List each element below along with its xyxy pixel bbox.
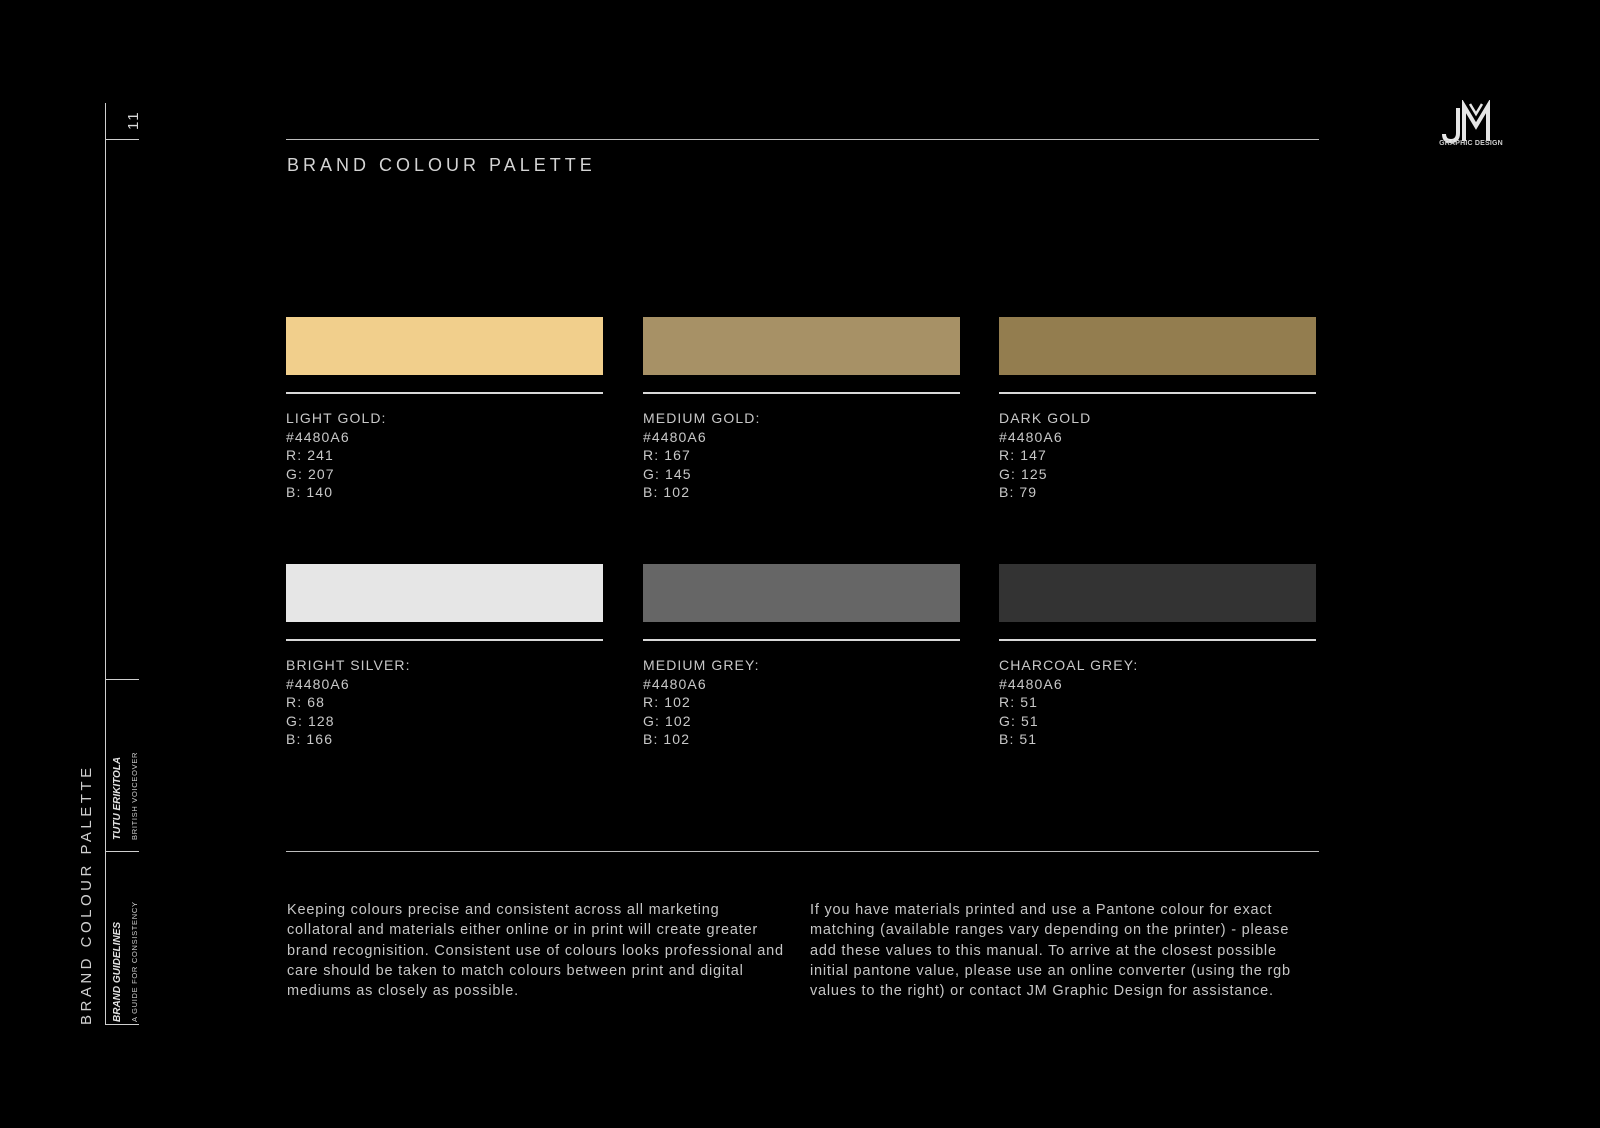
color-green: G: 145 [643, 465, 692, 482]
color-swatch [286, 564, 603, 622]
intro-paragraph-right: If you have materials printed and use a Pantone colour for exact matching (available ranges vary depending on the printer) - please add these values to this manual. To arrive at the closest possible initial pantone value, please use an online converter (using the rgb values to the right) or contact JM Graphic Design for assistance. [810, 902, 1291, 1000]
side-rail-tick-top [105, 139, 139, 140]
color-green: G: 125 [999, 465, 1048, 482]
color-hex: #4480A6 [286, 675, 350, 692]
color-hex: #4480A6 [286, 428, 350, 445]
color-card-dark-gold [999, 317, 1316, 502]
color-swatch [999, 317, 1316, 375]
swatch-underline [286, 639, 603, 641]
guide-subtitle: A GUIDE FOR CONSISTENCY [130, 901, 139, 1022]
color-card-medium-gold [643, 317, 960, 502]
body-rule [286, 851, 1319, 852]
color-hex: #4480A6 [643, 428, 707, 445]
color-green: G: 51 [999, 712, 1039, 729]
client-role: BRITISH VOICEOVER [130, 751, 139, 840]
color-name: BRIGHT SILVER: [286, 657, 411, 673]
side-section-title: BRAND COLOUR PALETTE [78, 764, 95, 1025]
side-rail-line [105, 103, 106, 1024]
color-hex: #4480A6 [643, 675, 707, 692]
color-blue: B: 140 [286, 484, 334, 500]
color-red: R: 68 [286, 694, 325, 710]
color-swatch [286, 317, 603, 375]
swatch-underline [643, 639, 960, 641]
color-red: R: 102 [643, 694, 691, 710]
color-swatch [643, 564, 960, 622]
color-hex: #4480A6 [999, 675, 1063, 692]
color-blue: B: 51 [999, 731, 1038, 747]
color-name: DARK GOLD [999, 410, 1092, 426]
color-swatch [643, 317, 960, 375]
color-card-charcoal-grey [999, 564, 1316, 749]
color-green: G: 128 [286, 712, 335, 729]
color-card-bright-silver [286, 564, 603, 749]
color-card-medium-grey [643, 564, 960, 749]
color-hex: #4480A6 [999, 428, 1063, 445]
header-rule [286, 139, 1319, 140]
color-name: CHARCOAL GREY: [999, 657, 1139, 673]
color-name: MEDIUM GREY: [643, 657, 760, 673]
color-red: R: 51 [999, 694, 1038, 710]
color-red: R: 241 [286, 447, 334, 463]
color-blue: B: 79 [999, 484, 1038, 500]
swatch-underline [643, 392, 960, 394]
color-red: R: 167 [643, 447, 691, 463]
side-rail-tick-middle [105, 679, 139, 680]
color-blue: B: 166 [286, 731, 334, 747]
client-name: TUTU ERIKITOLA [112, 756, 123, 840]
color-green: G: 102 [643, 712, 692, 729]
color-name: MEDIUM GOLD: [643, 410, 761, 426]
color-name: LIGHT GOLD: [286, 410, 387, 426]
color-blue: B: 102 [643, 484, 691, 500]
guide-title: BRAND GUIDELINES [112, 921, 123, 1022]
color-green: G: 207 [286, 465, 335, 482]
side-rail-tick-lower [105, 851, 139, 852]
swatch-underline [286, 392, 603, 394]
swatch-underline [999, 392, 1316, 394]
page-number: 11 [125, 110, 142, 130]
logo-subtitle: GRAPHIC DESIGN [1439, 140, 1503, 147]
side-rail-tick-bottom [105, 1024, 139, 1025]
page-title: BRAND COLOUR PALETTE [287, 155, 596, 175]
color-blue: B: 102 [643, 731, 691, 747]
color-swatch [999, 564, 1316, 622]
intro-paragraph-left: Keeping colours precise and consistent across all marketing collatoral and materials either online or in print will create greater brand recognisition. Consistent use of colours looks professional and care should be taken to match colours between print and digital mediums as closely as possible. [287, 902, 784, 1000]
swatch-underline [999, 639, 1316, 641]
color-red: R: 147 [999, 447, 1047, 463]
color-card-light-gold [286, 317, 603, 502]
